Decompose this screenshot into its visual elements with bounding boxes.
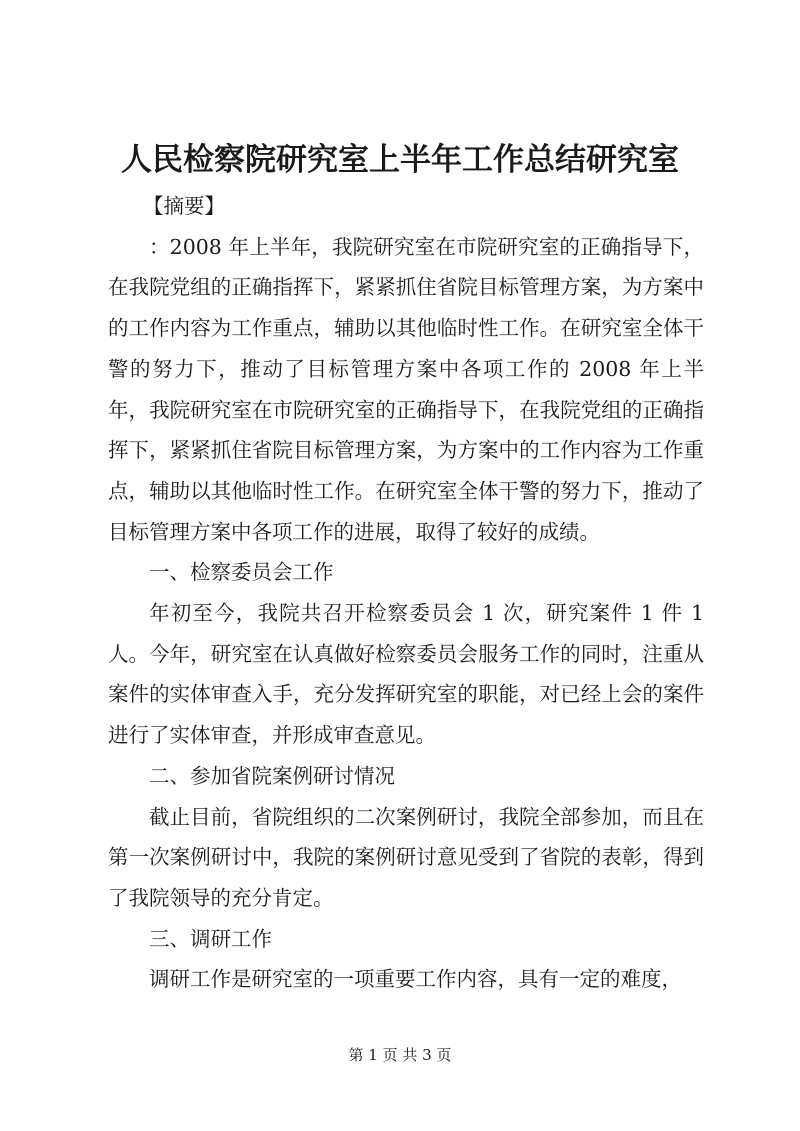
document-title: 人民检察院研究室上半年工作总结研究室	[121, 142, 679, 178]
section-heading-3: 三、调研工作	[149, 926, 272, 951]
page-footer: 第 1 页 共 3 页	[348, 1046, 452, 1064]
document-body	[108, 186, 704, 1000]
abstract-paragraph: ：2008 年上半年，我院研究室在市院研究室的正确指导下，在我院党组的正确指挥下，紧紧抓住省院目标管理方案，为方案中的工作内容为工作重点，辅助以其他临时性工作。在研究室全体干警的努力下，推动了目标管理方案中各项工作的 2008 年上半年，我院研究室在市院研究室的正确指导下，在我院党组的正确指挥下，紧紧抓住省院目标管理方案，为方案中的工作内容为工作重点，辅助以其他临时性工作。在研究室全体干警的努力下，推动了目标管理方案中各项工作的进展，取得了较好的成绩。	[108, 234, 704, 544]
section-paragraph-2: 截止目前，省院组织的二次案例研讨，我院全部参加，而且在第一次案例研讨中，我院的案例研讨意见受到了省院的表彰，得到了我院领导的充分肯定。	[108, 804, 704, 910]
section-paragraph-1: 年初至今，我院共召开检察委员会 1 次，研究案件 1 件 1 人。今年，研究室在认真做好检察委员会服务工作的同时，注重从案件的实体审查入手，充分发挥研究室的职能，对已经上会的案件进行了实体审查，并形成审查意见。	[108, 601, 704, 748]
abstract-label: 【摘要】	[143, 194, 225, 218]
section-paragraph-3: 调研工作是研究室的一项重要工作内容，具有一定的难度，	[149, 967, 682, 992]
section-heading-1: 一、检察委员会工作	[149, 560, 334, 585]
section-heading-2: 二、参加省院案例研讨情况	[149, 763, 395, 788]
